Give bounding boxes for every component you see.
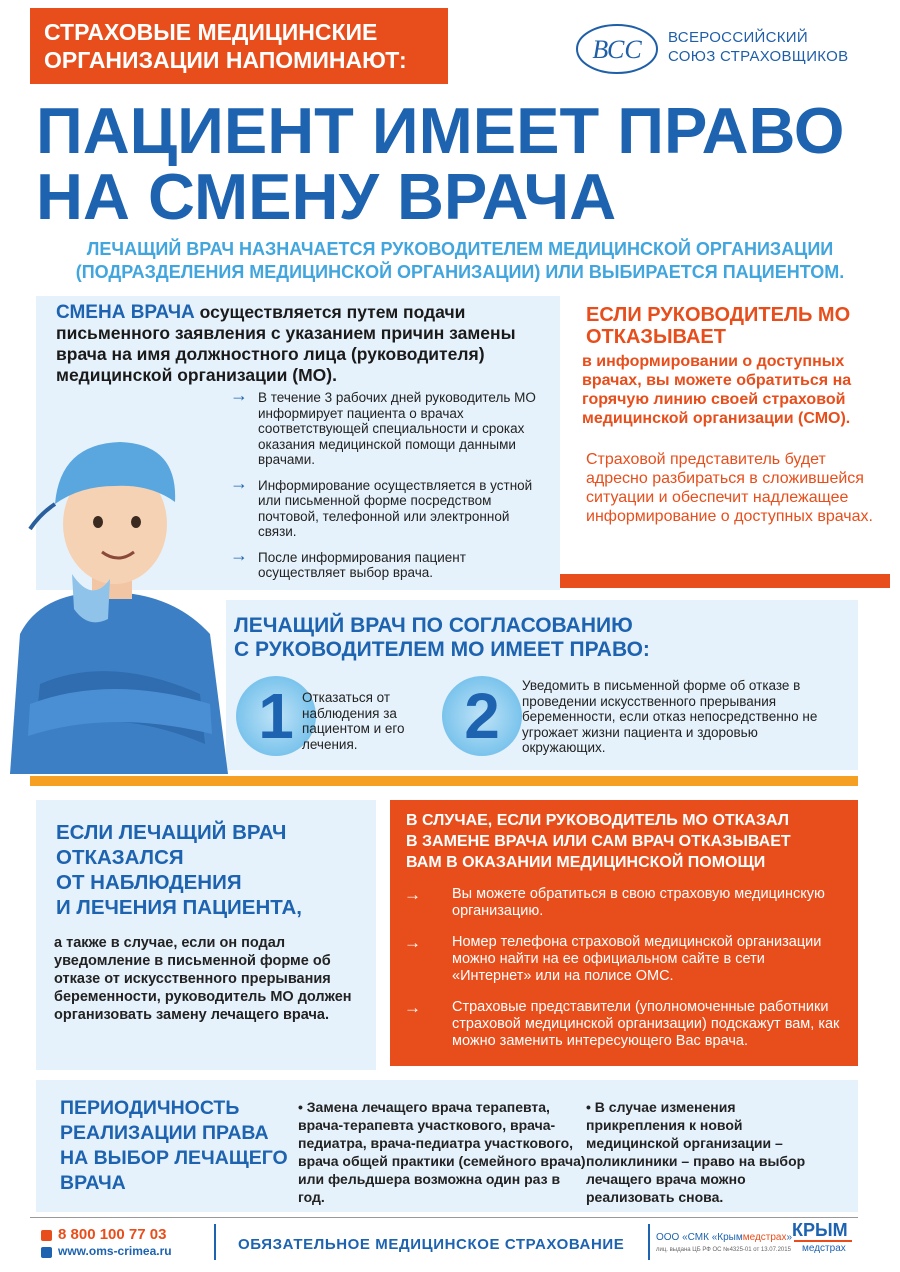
change-lead: СМЕНА ВРАЧА [56, 302, 195, 323]
bullet-text: Страховые представители (уполномоченные работники страховой медицинской организации) подскажут вам, как можно заменить интересующего Вас врача. [452, 999, 840, 1049]
company-suffix: » [786, 1232, 793, 1243]
company-highlight: медстрах [742, 1232, 787, 1243]
bullet-text: Номер телефона страховой медицинской организации можно найти на ее официальном сайте в сети «Интернет» или на полисе ОМС. [452, 934, 822, 984]
list-item [404, 934, 844, 985]
phone-icon [41, 1230, 52, 1241]
periodic-line3: НА ВЫБОР ЛЕЧАЩЕГО [60, 1147, 288, 1169]
list-item [230, 544, 550, 581]
docref-line1: ЕСЛИ ЛЕЧАЩИЙ ВРАЧ [56, 821, 287, 844]
orange-head-line2: В ЗАМЕНЕ ВРАЧА ИЛИ САМ ВРАЧ ОТКАЗЫВАЕТ [406, 833, 791, 850]
arrow-right-icon: → [230, 472, 248, 493]
yellow-divider [30, 776, 858, 786]
footer-oms: ОБЯЗАТЕЛЬНОЕ МЕДИЦИНСКОЕ СТРАХОВАНИЕ [238, 1236, 625, 1253]
logo-letters: ВСС [592, 35, 642, 64]
footer-divider [30, 1217, 858, 1218]
subtitle-line1: ЛЕЧАЩИЙ ВРАЧ НАЗНАЧАЕТСЯ РУКОВОДИТЕЛЕМ МЕДИЦИНСКОЙ ОРГАНИЗАЦИИ [86, 239, 834, 259]
docref-line4: И ЛЕЧЕНИЯ ПАЦИЕНТА, [56, 896, 302, 919]
rights-title-line2: С РУКОВОДИТЕЛЕМ МО ИМЕЕТ ПРАВО: [234, 638, 650, 661]
orange-divider [560, 574, 890, 588]
footer-company [656, 1232, 792, 1243]
footer-license: лиц. выдана ЦБ РФ ОС №4325-01 от 13.07.2015 [656, 1247, 791, 1253]
refusal-body-text: Страховой представитель будет адресно разбираться в сложившейся ситуации и обеспечит надлежащее информирование о доступных врачах. [586, 451, 873, 525]
brand-sub: медстрах [802, 1243, 846, 1254]
refusal-heading: ЕСЛИ РУКОВОДИТЕЛЬ МО ОТКАЗЫВАЕТ [586, 304, 851, 348]
docref-line2: ОТКАЗАЛСЯ [56, 846, 184, 869]
docref-line3: ОТ НАБЛЮДЕНИЯ [56, 871, 242, 894]
list-item [230, 472, 550, 540]
change-text: осуществляется путем подачи письменного заявления с указанием причин замены врача на имя должностного лица (руководителя) медицинской организации (МО). [56, 302, 516, 385]
doctor-refused-body: а также в случае, если он подал уведомление в письменной форме об отказе от искусственного прерывания беременности, руководитель МО должен организовать замену лечащего врача. [54, 935, 352, 1023]
periodic-line2: РЕАЛИЗАЦИИ ПРАВА [60, 1122, 269, 1144]
number-badge-2: 2 [442, 676, 522, 756]
list-item [404, 886, 844, 920]
org-name [668, 28, 848, 66]
periodic-line4: ВРАЧА [60, 1172, 126, 1194]
page-title [36, 94, 896, 233]
arrow-right-icon: → [230, 385, 248, 405]
title-line2: НА СМЕНУ ВРАЧА [36, 160, 617, 233]
footer-phone[interactable]: 8 800 100 77 03 [58, 1226, 167, 1243]
company-prefix: ООО «СМК «Крым [656, 1232, 743, 1243]
footer-separator [214, 1224, 216, 1260]
doctor-illustration-icon [0, 404, 232, 774]
title-line1: ПАЦИЕНТ ИМЕЕТ ПРАВО [36, 94, 845, 167]
org-name-line2: СОЮЗ СТРАХОВЩИКОВ [668, 48, 849, 65]
orange-head-line3: ВАМ В ОКАЗАНИИ МЕДИЦИНСКОЙ ПОМОЩИ [406, 854, 766, 871]
orange-heading [406, 810, 852, 873]
link-icon [41, 1247, 52, 1258]
bullet-text: После информирования пациент осуществляет выбор врача. [258, 549, 466, 580]
brand-underline [794, 1240, 852, 1242]
change-intro [56, 302, 546, 386]
bullet-text: В течение 3 рабочих дней руководитель МО информирует пациента о врачах соответствующей специальности и сроках оказания медицинской помощи данными врачами. [258, 390, 536, 467]
number-badge-1: 1 [236, 676, 316, 756]
subtitle-line2: (ПОДРАЗДЕЛЕНИЯ МЕДИЦИНСКОЙ ОРГАНИЗАЦИИ) ИЛИ ВЫБИРАЕТСЯ ПАЦИЕНТОМ. [75, 262, 845, 282]
header-banner [30, 8, 448, 84]
periodic-column-1: • Замена лечащего врача терапевта, врача-терапевта участкового, врача-педиатра, врача-педиатра участкового, врача общей практики (семейного врача) или фельдшера возможна один раз в год. [298, 1099, 586, 1205]
right-item-1: Отказаться от наблюдения за пациентом и его лечения. [302, 690, 405, 752]
orange-bullets [404, 886, 844, 1064]
header-banner-text: СТРАХОВЫЕ МЕДИЦИНСКИЕ ОРГАНИЗАЦИИ НАПОМИНАЮТ: [44, 19, 407, 73]
periodic-column-2: • В случае изменения прикрепления к новой медицинской организации – поликлиники – право на выбор лечащего врача можно реализовать снова. [586, 1099, 806, 1205]
list-item [404, 999, 844, 1050]
change-bullets [230, 385, 550, 591]
arrow-right-icon: → [404, 885, 421, 904]
bullet-text: Вы можете обратиться в свою страховую медицинскую организацию. [452, 886, 825, 919]
org-name-line1: ВСЕРОССИЙСКИЙ [668, 29, 808, 46]
vss-logo-icon [574, 22, 660, 76]
footer-separator [648, 1224, 650, 1260]
bullet-text: Информирование осуществляется в устной или письменной форме посредством почтовой, телефонной или электронной связи. [258, 477, 533, 539]
periodic-line1: ПЕРИОДИЧНОСТЬ [60, 1097, 240, 1119]
arrow-right-icon: → [404, 933, 421, 952]
subtitle [30, 238, 890, 284]
periodic-heading [60, 1096, 310, 1196]
rights-title-line1: ЛЕЧАЩИЙ ВРАЧ ПО СОГЛАСОВАНИЮ [234, 614, 633, 637]
orange-head-line1: В СЛУЧАЕ, ЕСЛИ РУКОВОДИТЕЛЬ МО ОТКАЗАЛ [406, 812, 789, 829]
refusal-bold-text: в информировании о доступных врачах, вы можете обратиться на горячую линию своей страховой медицинской организации (СМО). [582, 353, 852, 427]
arrow-right-icon: → [404, 998, 421, 1017]
right-item-2: Уведомить в письменной форме об отказе в проведении искусственного прерывания беременности, если отказ непосредственно не угрожает жизни пациента и здоровью окружающих. [522, 678, 818, 755]
footer-site-link[interactable]: www.oms-crimea.ru [58, 1244, 172, 1258]
list-item [230, 385, 550, 468]
doctor-refused-heading [56, 820, 356, 920]
brand-logo: КРЫМ [792, 1220, 848, 1240]
arrow-right-icon: → [230, 544, 248, 565]
rights-title [234, 614, 834, 662]
